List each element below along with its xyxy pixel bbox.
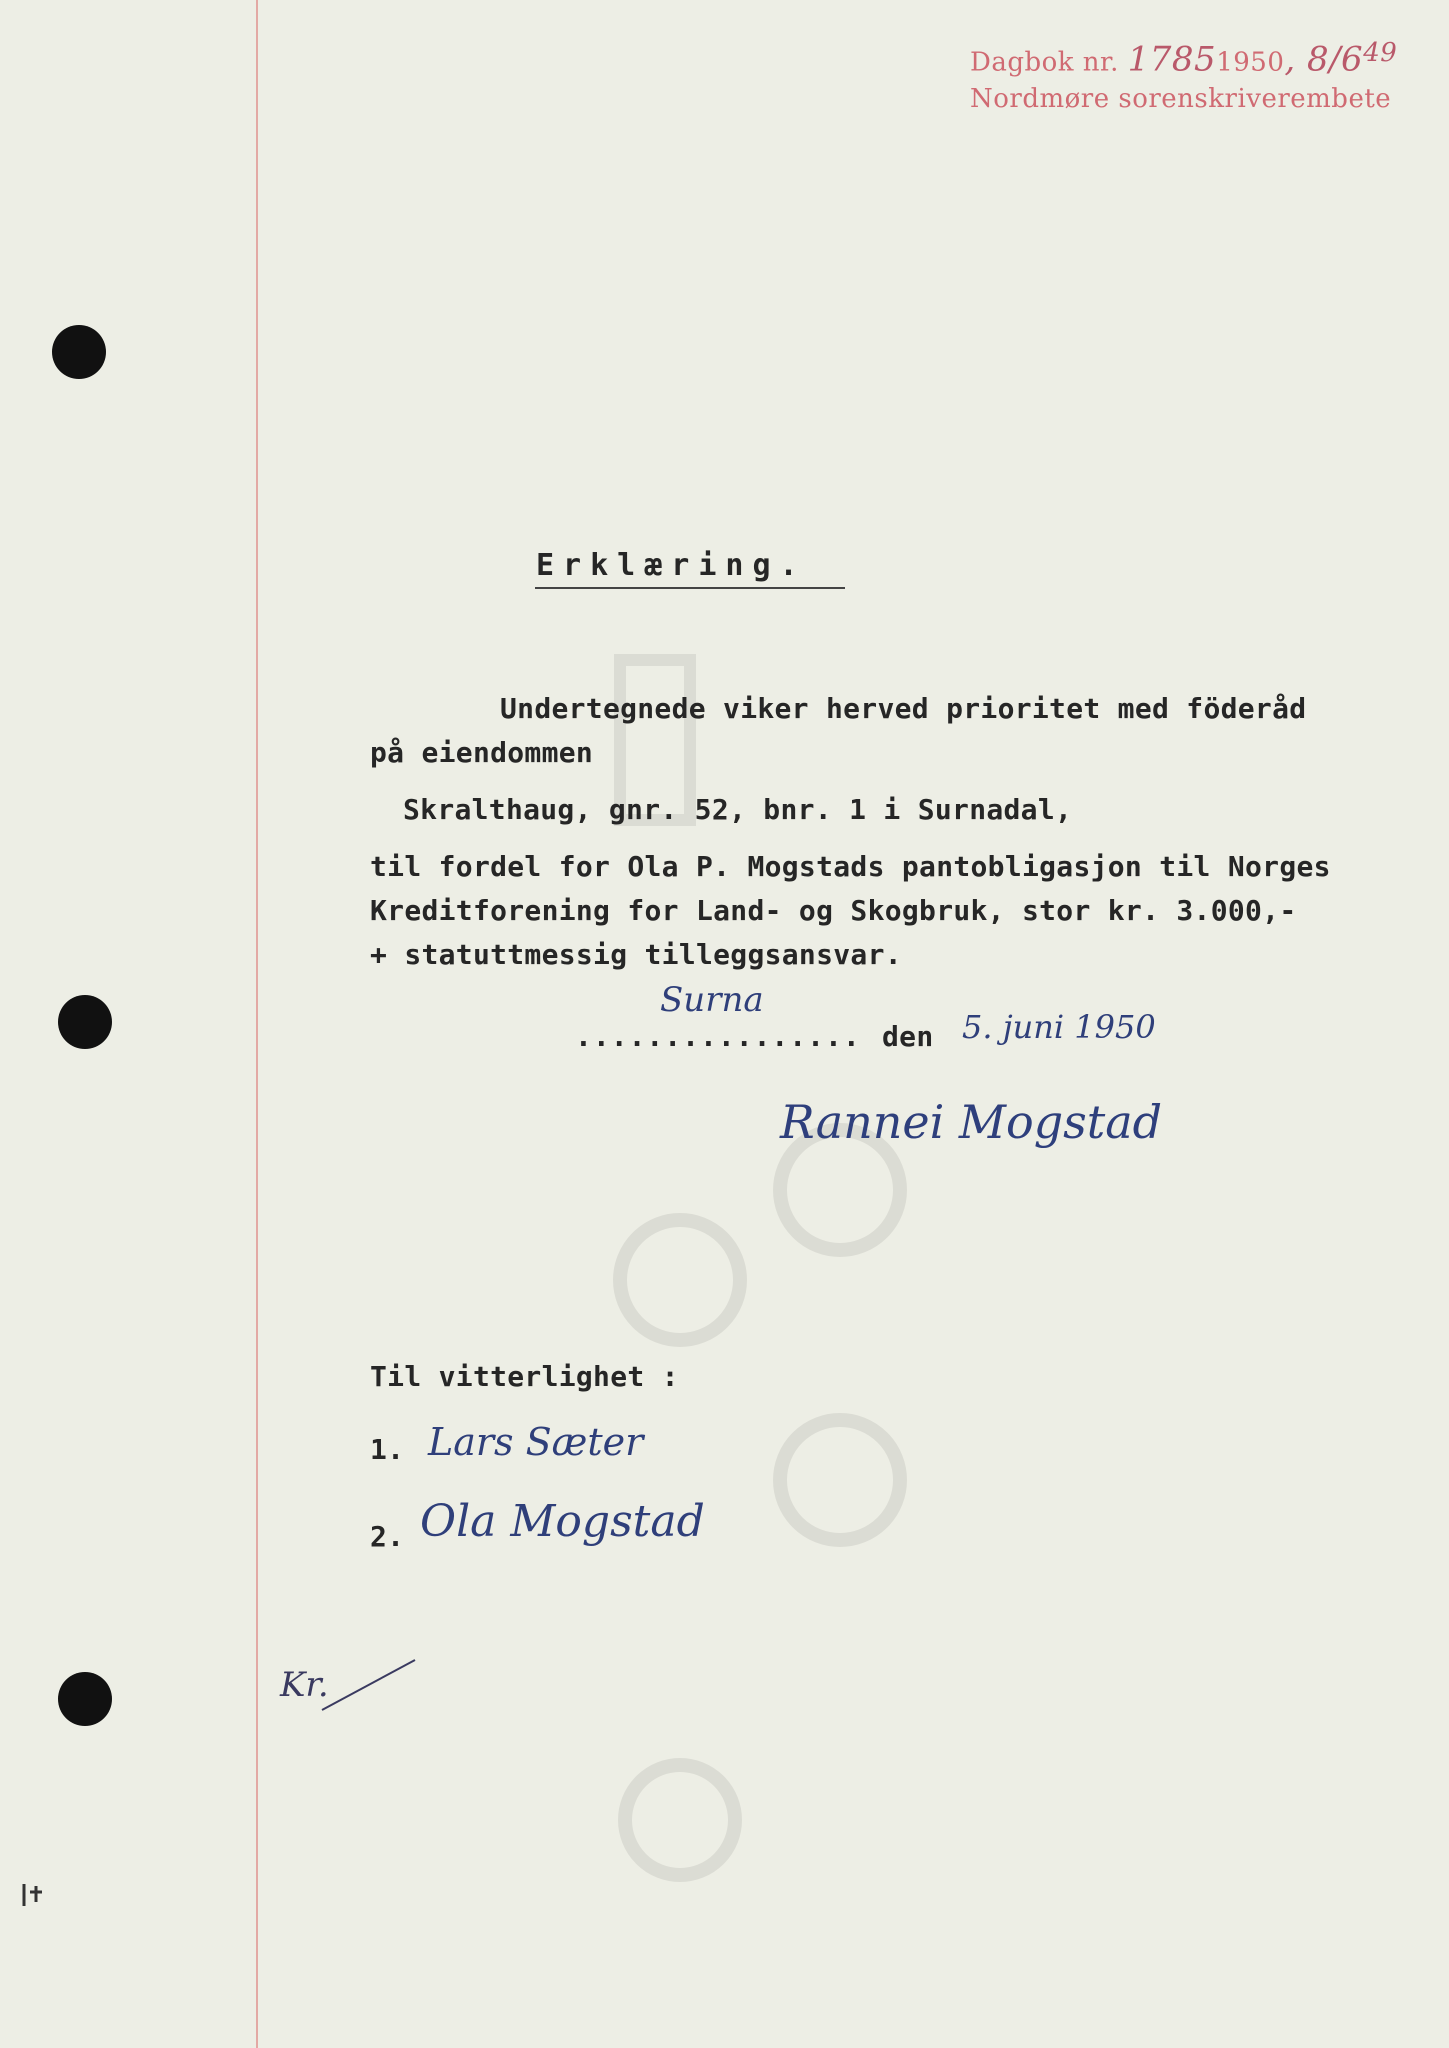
heading-underline	[535, 587, 845, 589]
punch-hole	[58, 1672, 112, 1726]
stamp-label: Dagbok nr.	[970, 47, 1119, 78]
signature: Rannei Mogstad	[780, 1095, 1163, 1149]
den-label: den	[882, 1020, 934, 1053]
margin-mark	[20, 1880, 50, 1910]
margin-line	[256, 0, 258, 2048]
body-line: Skralthaug, gnr. 52, bnr. 1 i Surnadal,	[403, 793, 1073, 826]
date-handwritten: 5. juni 1950	[962, 1008, 1156, 1046]
place-handwritten: Surna	[660, 980, 764, 1020]
witness-num: 1.	[370, 1433, 405, 1466]
stamp-number: 1785	[1127, 39, 1217, 80]
witness-signature: Ola Mogstad	[420, 1496, 705, 1547]
body-line: til fordel for Ola P. Mogstads pantobligasjon til Norges	[370, 850, 1331, 883]
punch-hole	[52, 325, 106, 379]
witness-num: 2.	[370, 1520, 405, 1553]
body-line: på eiendommen	[370, 736, 594, 769]
journal-stamp	[970, 38, 1397, 80]
witness-title: Til vitterlighet :	[370, 1360, 679, 1393]
punch-hole	[58, 995, 112, 1049]
stamp-office: Nordmøre sorenskriverembete	[970, 84, 1392, 114]
document-heading: Erklæring.	[536, 548, 807, 583]
stamp-year: 1950	[1216, 47, 1285, 78]
witness-signature: Lars Sæter	[428, 1420, 644, 1464]
stamp-date: , 8/6	[1284, 39, 1364, 80]
body-line: Undertegnede viker herved prioritet med föderåd	[500, 692, 1307, 725]
initials: Kr.	[280, 1665, 329, 1705]
body-line: + statuttmessig tilleggsansvar.	[370, 938, 902, 971]
place-dots: ................	[575, 1020, 861, 1053]
initials-stroke	[320, 1655, 420, 1715]
stamp-superscript: 49	[1363, 38, 1398, 68]
body-line: Kreditforening for Land- og Skogbruk, stor kr. 3.000,-	[370, 894, 1297, 927]
